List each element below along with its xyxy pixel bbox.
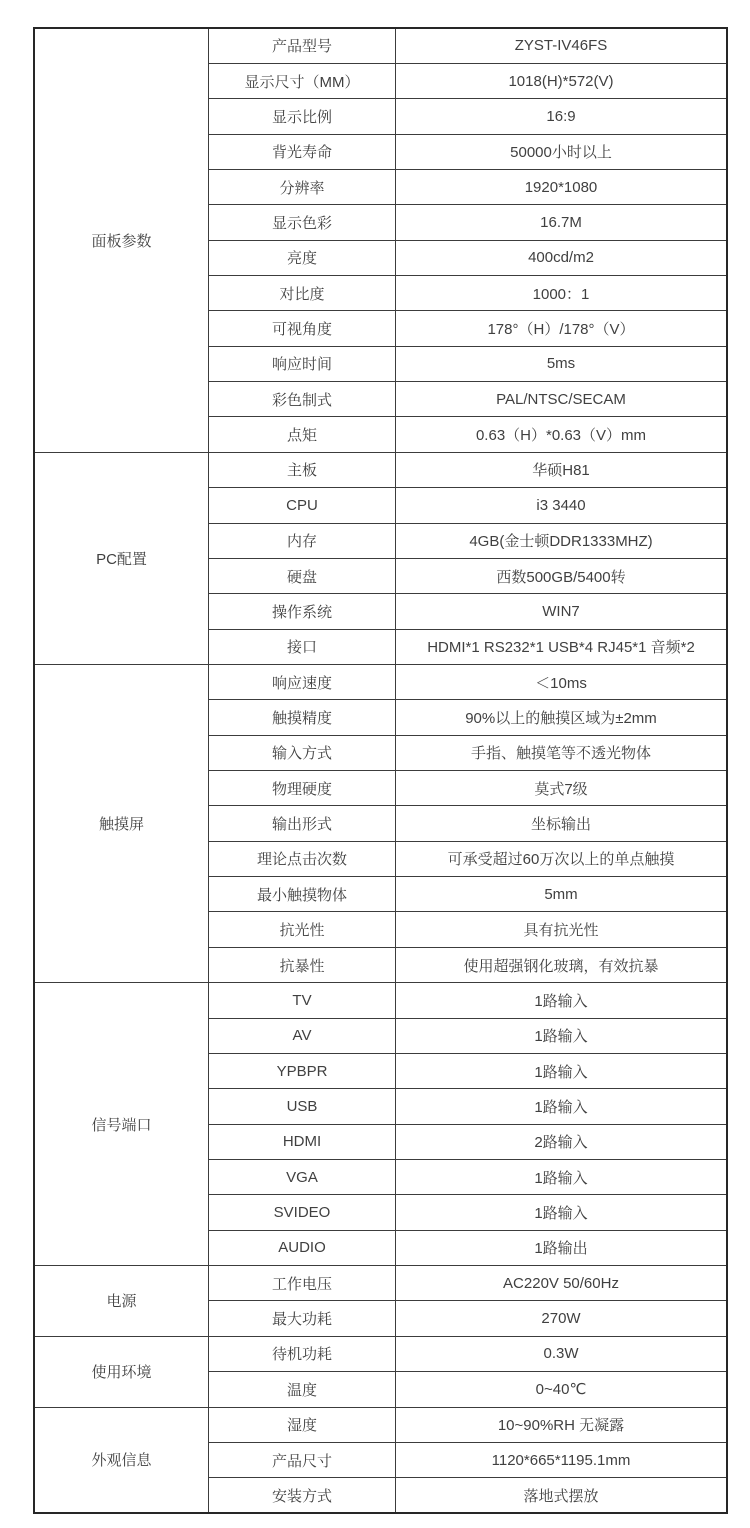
param-label-cell: CPU xyxy=(209,488,396,523)
table-row xyxy=(34,983,727,1018)
param-label-cell: 响应速度 xyxy=(209,664,396,699)
param-label-cell: 产品型号 xyxy=(209,28,396,63)
param-value-cell: 1路输入 xyxy=(396,1053,728,1088)
category-cell: 面板参数 xyxy=(34,28,209,452)
category-cell: 使用环境 xyxy=(34,1336,209,1407)
param-label-cell: 安装方式 xyxy=(209,1478,396,1513)
param-label-cell: AV xyxy=(209,1018,396,1053)
param-label-cell: VGA xyxy=(209,1160,396,1195)
param-value-cell: 0~40℃ xyxy=(396,1372,728,1407)
param-label-cell: 抗光性 xyxy=(209,912,396,947)
param-label-cell: 分辨率 xyxy=(209,169,396,204)
param-value-cell: 1000：1 xyxy=(396,276,728,311)
param-label-cell: 可视角度 xyxy=(209,311,396,346)
param-value-cell: 手指、触摸笔等不透光物体 xyxy=(396,735,728,770)
param-value-cell: i3 3440 xyxy=(396,488,728,523)
param-value-cell: 落地式摆放 xyxy=(396,1478,728,1513)
param-label-cell: USB xyxy=(209,1089,396,1124)
param-label-cell: 对比度 xyxy=(209,276,396,311)
param-value-cell: 16:9 xyxy=(396,99,728,134)
param-value-cell: 2路输入 xyxy=(396,1124,728,1159)
param-label-cell: 最小触摸物体 xyxy=(209,877,396,912)
param-label-cell: 理论点击次数 xyxy=(209,841,396,876)
param-label-cell: SVIDEO xyxy=(209,1195,396,1230)
param-label-cell: 湿度 xyxy=(209,1407,396,1442)
table-row xyxy=(34,664,727,699)
spec-table-body xyxy=(34,28,727,1513)
param-label-cell: 硬盘 xyxy=(209,558,396,593)
param-value-cell: ZYST-IV46FS xyxy=(396,28,728,63)
param-value-cell: 可承受超过60万次以上的单点触摸 xyxy=(396,841,728,876)
table-row xyxy=(34,452,727,487)
param-label-cell: 内存 xyxy=(209,523,396,558)
param-label-cell: 主板 xyxy=(209,452,396,487)
param-value-cell: 0.3W xyxy=(396,1336,728,1371)
param-label-cell: TV xyxy=(209,983,396,1018)
param-value-cell: 50000小时以上 xyxy=(396,134,728,169)
param-value-cell: 1路输出 xyxy=(396,1230,728,1265)
category-cell: 信号端口 xyxy=(34,983,209,1266)
spec-table xyxy=(33,27,728,1514)
table-row xyxy=(34,1336,727,1371)
param-label-cell: 待机功耗 xyxy=(209,1336,396,1371)
param-value-cell: 西数500GB/5400转 xyxy=(396,558,728,593)
param-value-cell: PAL/NTSC/SECAM xyxy=(396,382,728,417)
param-label-cell: 亮度 xyxy=(209,240,396,275)
category-cell: PC配置 xyxy=(34,452,209,664)
param-value-cell: 270W xyxy=(396,1301,728,1336)
param-value-cell: 178°（H）/178°（V） xyxy=(396,311,728,346)
param-value-cell: 5mm xyxy=(396,877,728,912)
param-value-cell: 1路输入 xyxy=(396,1160,728,1195)
param-value-cell: 使用超强钢化玻璃，有效抗暴 xyxy=(396,947,728,982)
param-value-cell: WIN7 xyxy=(396,594,728,629)
param-value-cell: 1路输入 xyxy=(396,1195,728,1230)
param-value-cell: 16.7M xyxy=(396,205,728,240)
param-label-cell: 物理硬度 xyxy=(209,771,396,806)
table-row xyxy=(34,1266,727,1301)
param-label-cell: 温度 xyxy=(209,1372,396,1407)
param-value-cell: 10~90%RH 无凝露 xyxy=(396,1407,728,1442)
param-label-cell: 产品尺寸 xyxy=(209,1442,396,1477)
category-cell: 触摸屏 xyxy=(34,664,209,982)
param-label-cell: 显示比例 xyxy=(209,99,396,134)
param-label-cell: AUDIO xyxy=(209,1230,396,1265)
param-value-cell: 1路输入 xyxy=(396,983,728,1018)
param-value-cell: ＜10ms xyxy=(396,664,728,699)
param-value-cell: 华硕H81 xyxy=(396,452,728,487)
param-label-cell: 触摸精度 xyxy=(209,700,396,735)
table-row xyxy=(34,1407,727,1442)
param-label-cell: 工作电压 xyxy=(209,1266,396,1301)
param-label-cell: 输出形式 xyxy=(209,806,396,841)
param-label-cell: 抗暴性 xyxy=(209,947,396,982)
param-label-cell: 显示色彩 xyxy=(209,205,396,240)
param-label-cell: 输入方式 xyxy=(209,735,396,770)
param-value-cell: 坐标输出 xyxy=(396,806,728,841)
param-value-cell: 1920*1080 xyxy=(396,169,728,204)
param-value-cell: 1路输入 xyxy=(396,1089,728,1124)
param-label-cell: 显示尺寸（MM） xyxy=(209,63,396,98)
param-label-cell: 接口 xyxy=(209,629,396,664)
param-label-cell: 背光寿命 xyxy=(209,134,396,169)
param-value-cell: HDMI*1 RS232*1 USB*4 RJ45*1 音频*2 xyxy=(396,629,728,664)
param-value-cell: 具有抗光性 xyxy=(396,912,728,947)
param-value-cell: AC220V 50/60Hz xyxy=(396,1266,728,1301)
category-cell: 电源 xyxy=(34,1266,209,1337)
param-label-cell: 点矩 xyxy=(209,417,396,452)
param-value-cell: 1120*665*1195.1mm xyxy=(396,1442,728,1477)
param-value-cell: 1018(H)*572(V) xyxy=(396,63,728,98)
param-value-cell: 400cd/m2 xyxy=(396,240,728,275)
param-value-cell: 0.63（H）*0.63（V）mm xyxy=(396,417,728,452)
param-label-cell: 操作系统 xyxy=(209,594,396,629)
param-label-cell: HDMI xyxy=(209,1124,396,1159)
param-value-cell: 90%以上的触摸区域为±2mm xyxy=(396,700,728,735)
param-label-cell: YPBPR xyxy=(209,1053,396,1088)
table-row xyxy=(34,28,727,63)
param-value-cell: 1路输入 xyxy=(396,1018,728,1053)
param-value-cell: 莫式7级 xyxy=(396,771,728,806)
param-value-cell: 5ms xyxy=(396,346,728,381)
param-label-cell: 响应时间 xyxy=(209,346,396,381)
category-cell: 外观信息 xyxy=(34,1407,209,1513)
param-value-cell: 4GB(金士顿DDR1333MHZ) xyxy=(396,523,728,558)
param-label-cell: 最大功耗 xyxy=(209,1301,396,1336)
param-label-cell: 彩色制式 xyxy=(209,382,396,417)
